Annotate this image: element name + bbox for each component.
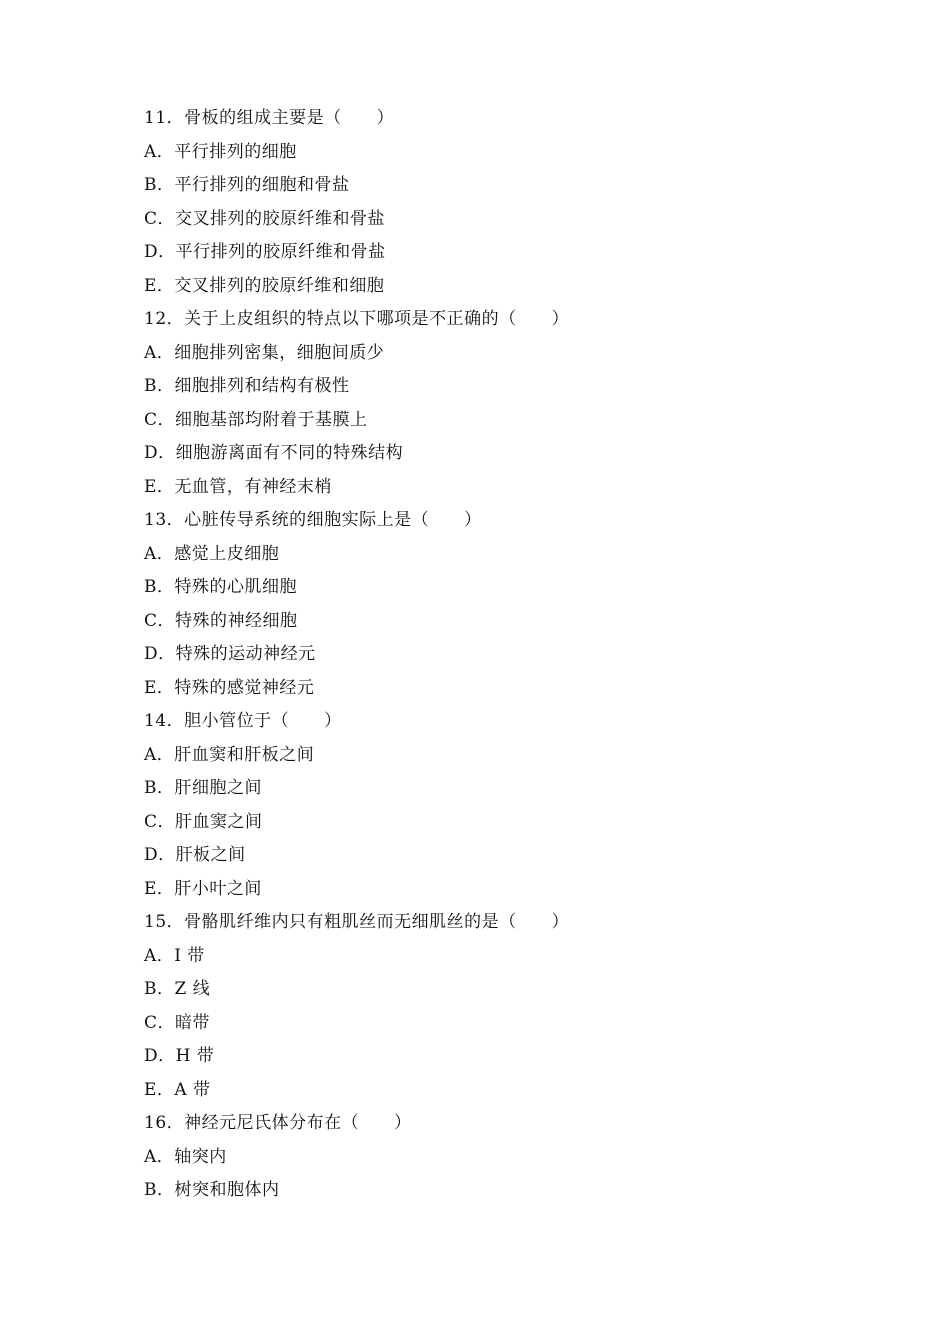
question-stem: 15．骨骼肌纤维内只有粗肌丝而无细肌丝的是（ ）: [144, 912, 570, 932]
question-stem: 12．关于上皮组织的特点以下哪项是不正确的（ ）: [144, 309, 570, 329]
question-stem: 14．胆小管位于（ ）: [144, 711, 342, 731]
option-item: E．交叉排列的胶原纤维和细胞: [144, 275, 385, 296]
option-item: D．H 带: [144, 1046, 215, 1066]
question-stem: 13．心脏传导系统的细胞实际上是（ ）: [144, 510, 482, 530]
option-item: A．I 带: [144, 945, 205, 966]
option-item: A．平行排列的细胞: [144, 141, 297, 162]
option-item: B．特殊的心肌细胞: [144, 577, 297, 597]
option-item: E．肝小叶之间: [144, 878, 262, 899]
option-item: E．A 带: [144, 1079, 211, 1100]
option-item: D．特殊的运动神经元: [144, 644, 316, 664]
option-item: E．无血管，有神经末梢: [144, 476, 332, 497]
option-item: C．肝血窦之间: [144, 811, 263, 832]
question-stem: 11．骨板的组成主要是（ ）: [144, 108, 395, 128]
option-item: A．轴突内: [144, 1146, 227, 1167]
option-item: D．肝板之间: [144, 845, 246, 865]
option-item: D．细胞游离面有不同的特殊结构: [144, 443, 404, 463]
option-item: C．特殊的神经细胞: [144, 610, 298, 631]
option-item: C．交叉排列的胶原纤维和骨盐: [144, 208, 386, 229]
option-item: B．细胞排列和结构有极性: [144, 376, 350, 396]
option-item: C．暗带: [144, 1012, 211, 1033]
option-item: C．细胞基部均附着于基膜上: [144, 409, 368, 430]
option-item: A．细胞排列密集，细胞间质少: [144, 342, 385, 363]
question-stem: 16．神经元尼氏体分布在（ ）: [144, 1113, 412, 1133]
question-list: [144, 102, 864, 1208]
option-item: B．肝细胞之间: [144, 778, 262, 798]
option-item: E．特殊的感觉神经元: [144, 677, 315, 698]
option-item: B．平行排列的细胞和骨盐: [144, 175, 350, 195]
option-item: A．肝血窦和肝板之间: [144, 744, 315, 765]
option-item: B．树突和胞体内: [144, 1180, 280, 1200]
option-item: B．Z 线: [144, 979, 211, 999]
option-item: A．感觉上皮细胞: [144, 543, 280, 564]
option-item: D．平行排列的胶原纤维和骨盐: [144, 242, 386, 262]
